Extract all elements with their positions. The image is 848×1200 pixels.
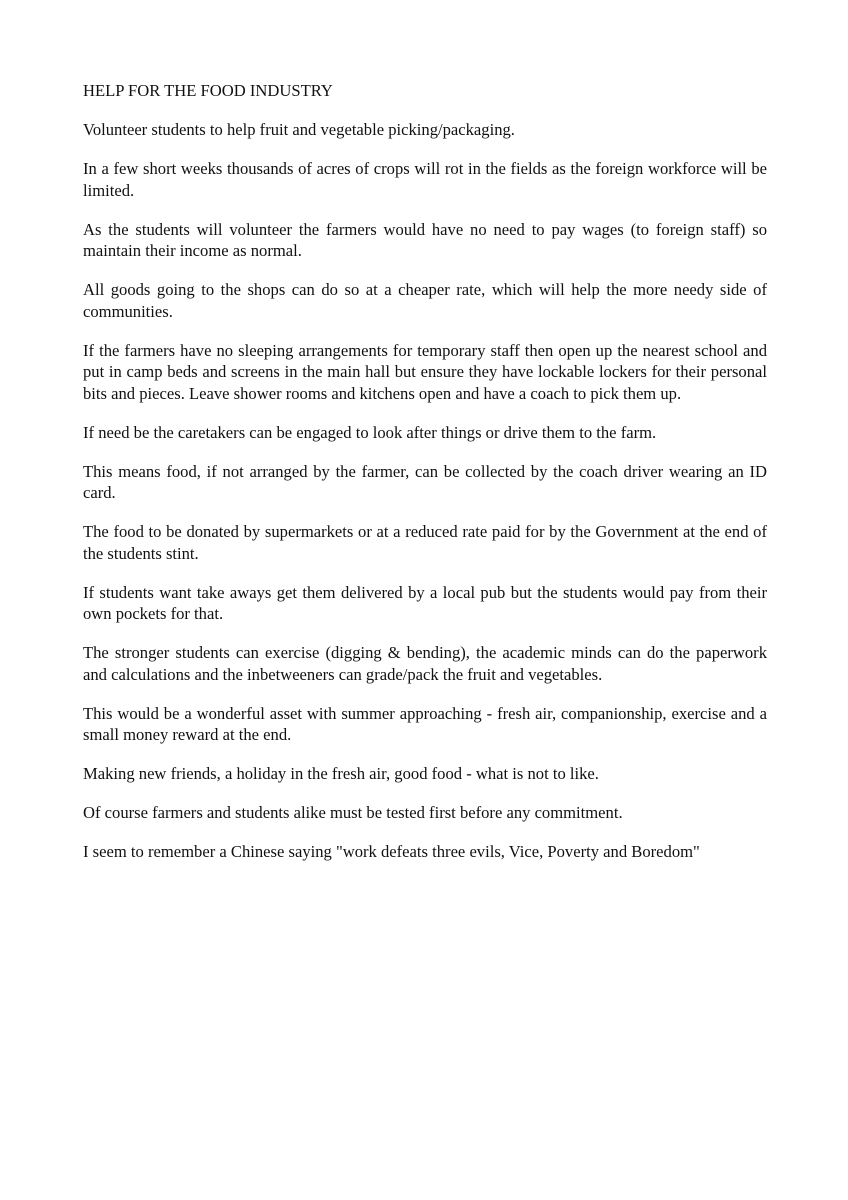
paragraph-testing: Of course farmers and students alike must be tested first before any commitment. <box>83 803 623 822</box>
document-page <box>83 80 767 880</box>
paragraph-student-roles: The stronger students can exercise (digging & bending), the academic minds can do the paperwork and calculations and the inbetweeners can grade/pack the fruit and vegetables. <box>83 643 767 684</box>
paragraph-food-donation: The food to be donated by supermarkets or at a reduced rate paid for by the Government at the end of the students stint. <box>83 522 767 563</box>
paragraph-food-collection: This means food, if not arranged by the farmer, can be collected by the coach driver wearing an ID card. <box>83 461 767 502</box>
paragraph-new-friends: Making new friends, a holiday in the fresh air, good food - what is not to like. <box>83 764 599 783</box>
document-title: HELP FOR THE FOOD INDUSTRY <box>83 81 333 100</box>
paragraph-crops-rot: In a few short weeks thousands of acres of crops will rot in the fields as the foreign workforce will be limited. <box>83 159 767 200</box>
paragraph-caretakers: If need be the caretakers can be engaged to look after things or drive them to the farm. <box>83 422 657 442</box>
paragraph-chinese-saying: I seem to remember a Chinese saying "work defeats three evils, Vice, Poverty and Boredom" <box>83 842 700 861</box>
paragraph-sleeping-arrangements: If the farmers have no sleeping arrangements for temporary staff then open up the nearest school and put in camp beds and screens in the main hall but ensure they have lockable lockers for their personal bits and pieces. Leave shower rooms and kitchens open and have a coach to pick them up. <box>83 340 767 403</box>
paragraph-take-aways: If students want take aways get them delivered by a local pub but the students would pay from their own pockets for that. <box>83 582 767 623</box>
paragraph-cheaper-goods: All goods going to the shops can do so at a cheaper rate, which will help the more needy side of communities. <box>83 280 767 321</box>
paragraph-wonderful-asset: This would be a wonderful asset with summer approaching - fresh air, companionship, exercise and a small money reward at the end. <box>83 703 767 744</box>
paragraph-no-wages: As the students will volunteer the farmers would have no need to pay wages (to foreign staff) so maintain their income as normal. <box>83 219 767 260</box>
paragraph-volunteer-students: Volunteer students to help fruit and vegetable picking/packaging. <box>83 120 515 139</box>
